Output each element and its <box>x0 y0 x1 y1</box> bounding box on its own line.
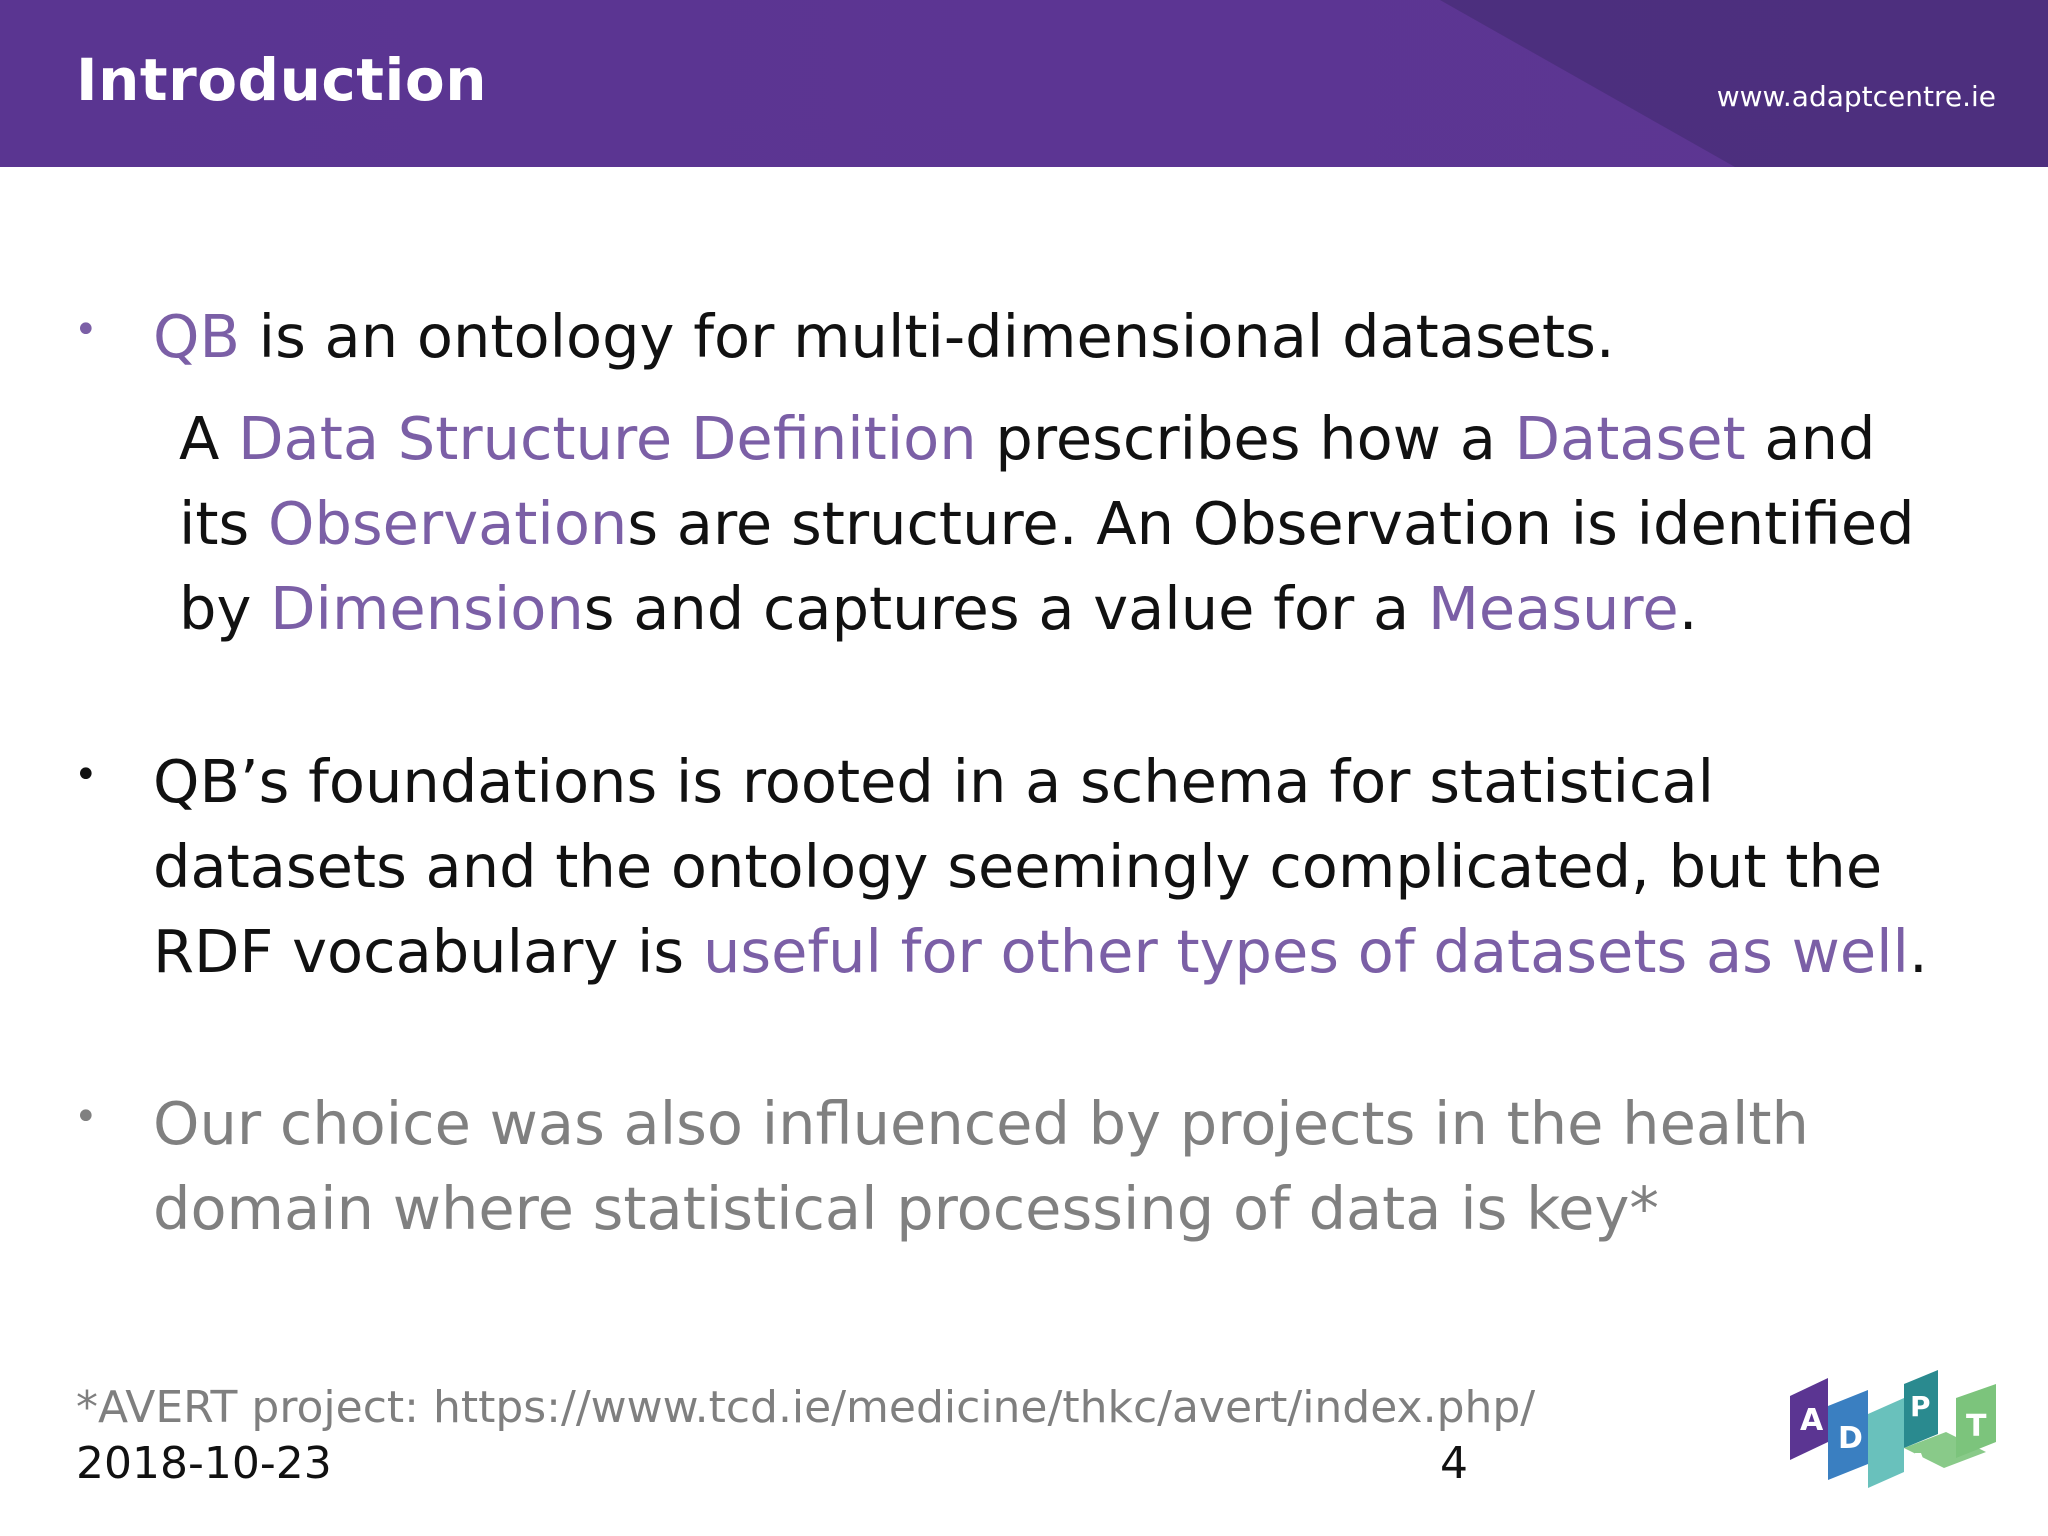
text-fragment: datasets and the ontology seemingly complicated, but the <box>153 832 1883 901</box>
text-fragment: and <box>1745 404 1876 473</box>
text-fragment: QB’s foundations is rooted in a schema for statistical <box>153 747 1714 816</box>
text-fragment: domain where statistical processing of data is key* <box>153 1174 1659 1243</box>
site-url: www.adaptcentre.ie <box>1716 80 1996 113</box>
text-fragment: A <box>179 404 239 473</box>
text-fragment: prescribes how a <box>976 404 1515 473</box>
bullet-3-line-1 <box>153 1081 1809 1166</box>
logo-letter-p: P <box>1910 1390 1931 1423</box>
bullet-1-sub-line-2 <box>179 481 1915 566</box>
term-dataset: Dataset <box>1514 404 1746 473</box>
text-fragment: Our choice was also influenced by projects in the health <box>153 1089 1809 1158</box>
text-fragment: by <box>179 574 271 643</box>
term-useful-for-other-datasets: useful for other types of datasets as well <box>702 917 1909 986</box>
adapt-logo-icon <box>1786 1368 2004 1494</box>
bullet-1-text <box>153 294 1615 379</box>
bullet-1-sub-line-1 <box>179 396 1875 481</box>
bullet-2-line-1 <box>153 739 1714 824</box>
logo-letter-a2: A <box>1908 1449 1929 1479</box>
bullet-marker-2: • <box>74 752 98 798</box>
term-dimension: Dimension <box>270 574 584 643</box>
bullet-1-sub-line-3 <box>179 566 1697 651</box>
slide-title: Introduction <box>76 46 487 114</box>
term-measure: Measure <box>1427 574 1679 643</box>
text-fragment: s and captures a value for a <box>583 574 1428 643</box>
bullet-marker-3: • <box>74 1094 98 1140</box>
page-number: 4 <box>1440 1438 1468 1489</box>
bullet-3-line-2 <box>153 1166 1659 1251</box>
text-fragment: . <box>1678 574 1698 643</box>
text-fragment: RDF vocabulary is <box>153 917 703 986</box>
term-data-structure-definition: Data Structure Definition <box>238 404 977 473</box>
bullet-marker-1: • <box>74 307 98 353</box>
bullet-2-line-3 <box>153 909 1928 994</box>
text-fragment: . <box>1908 917 1928 986</box>
text-fragment: s are structure. An Observation is identified <box>627 489 1915 558</box>
bullet-2-line-2 <box>153 824 1882 909</box>
logo-letter-t: T <box>1966 1409 1987 1444</box>
bullet-1-line-text: is an ontology for multi-dimensional datasets. <box>239 302 1615 371</box>
footnote: *AVERT project: https://www.tcd.ie/medicine/thkc/avert/index.php/ <box>76 1382 1536 1433</box>
term-observation: Observation <box>268 489 628 558</box>
logo-letter-d: D <box>1838 1421 1863 1456</box>
text-fragment: its <box>179 489 269 558</box>
term-qb: QB <box>153 302 240 371</box>
logo-letter-a: A <box>1800 1403 1824 1438</box>
slide-date: 2018-10-23 <box>76 1438 332 1489</box>
